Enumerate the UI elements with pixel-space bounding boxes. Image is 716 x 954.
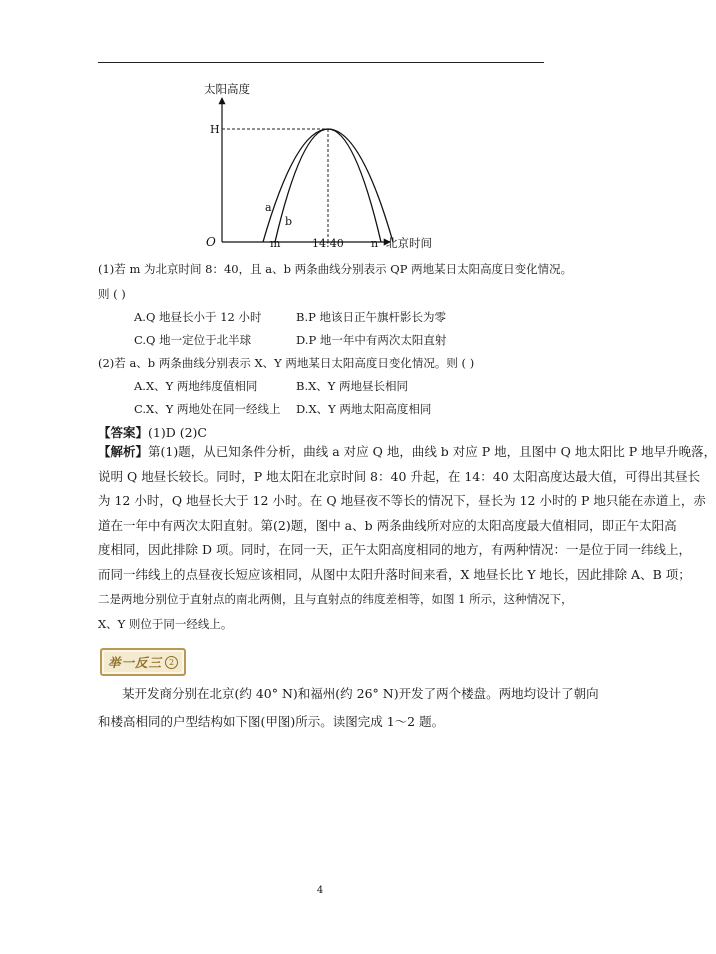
q1-option-a: A.Q 地昼长小于 12 小时: [134, 310, 262, 324]
q2-option-b: B.X、Y 两地昼长相同: [296, 379, 409, 393]
q1-stem: (1)若 m 为北京时间 8：40，且 a、b 两条曲线分别表示 QP 两地某日太阳高度日变化情况。: [98, 262, 573, 276]
analysis-line: 而同一纬线上的点昼夜长短应该相同，从图中太阳升落时间来看，X 地昼长比 Y 地长，因此排除 A、B 项；: [98, 566, 691, 582]
page-number: 4: [316, 885, 324, 896]
analysis-line: 道在一年中有两次太阳直射。第(2)题，图中 a、b 两条曲线所对应的太阳高度最大值相同，即正午太阳高: [98, 517, 677, 533]
q1-option-b: B.P 地该日正午旗杆影长为零: [296, 310, 446, 324]
tick-m-label: m: [270, 237, 281, 250]
solar-altitude-figure: [190, 78, 450, 256]
badge-circle-icon: 2: [165, 656, 178, 669]
q1-option-c: C.Q 地一定位于北半球: [134, 333, 252, 347]
q2-option-d: D.X、Y 两地太阳高度相同: [296, 402, 432, 416]
peak-label: H: [210, 123, 220, 136]
analysis-line: 度相同，因此排除 D 项。同时，在同一天，正午太阳高度相同的地方，有两种情况：一是位于同一纬线上，: [98, 542, 691, 557]
answer-text: (1)D (2)C: [148, 425, 207, 440]
analysis-label: 【解析】: [98, 444, 149, 459]
tick-noon-label: 14:40: [312, 237, 344, 250]
analysis-block: [98, 440, 716, 636]
curve-a-label: a: [265, 201, 272, 214]
tick-n-label: n: [371, 237, 379, 250]
y-axis-label: 太阳高度: [204, 82, 250, 96]
curve-b-label: b: [285, 215, 293, 228]
x-axis-label: 北京时间: [386, 236, 432, 250]
answer-label: 【答案】: [98, 425, 149, 440]
passage-line: 和楼高相同的户型结构如下图(甲图)所示。读图完成 1～2 题。: [98, 714, 445, 729]
passage-line: 某开发商分别在北京(约 40° N)和福州(约 26° N)开发了两个楼盘。两地均设计了朝向: [122, 686, 599, 701]
origin-label: O: [206, 235, 216, 249]
section-badge: [100, 648, 186, 676]
q1-option-d: D.P 地一年中有两次太阳直射: [296, 333, 447, 347]
passage-block: [98, 680, 599, 736]
q2-stem: (2)若 a、b 两条曲线分别表示 X、Y 两地某日太阳高度日变化情况。则 ( ): [98, 356, 475, 370]
answer-line: [98, 425, 207, 441]
analysis-line: 为 12 小时，Q 地昼长大于 12 小时。在 Q 地昼夜不等长的情况下，昼长为 12 小时的 P 地只能在赤道上，赤: [98, 493, 706, 508]
analysis-line: 二是两地分别位于直射点的南北两侧，且与直射点的纬度差相等，如图 1 所示，这种情况下，: [98, 592, 573, 606]
analysis-line: X、Y 则位于同一经线上。: [98, 616, 233, 631]
analysis-line: 说明 Q 地昼长较长。同时，P 地太阳在北京时间 8：40 升起，在 14：40 太阳高度达最大值，可得出其昼长: [98, 468, 701, 484]
header-rule: [98, 62, 544, 63]
solar-altitude-diagram: [190, 78, 450, 256]
analysis-line: 【解析】第(1)题，从已知条件分析，曲线 a 对应 Q 地，曲线 b 对应 P 地，且图中 Q 地太阳比 P 地早升晚落，: [98, 444, 716, 459]
q2-option-c: C.X、Y 两地处在同一经线上: [134, 402, 281, 416]
q2-option-a: A.X、Y 两地纬度值相同: [134, 379, 258, 393]
q1-stem-continued: 则 ( ): [98, 287, 126, 301]
badge-label: 举一反三: [107, 655, 162, 670]
